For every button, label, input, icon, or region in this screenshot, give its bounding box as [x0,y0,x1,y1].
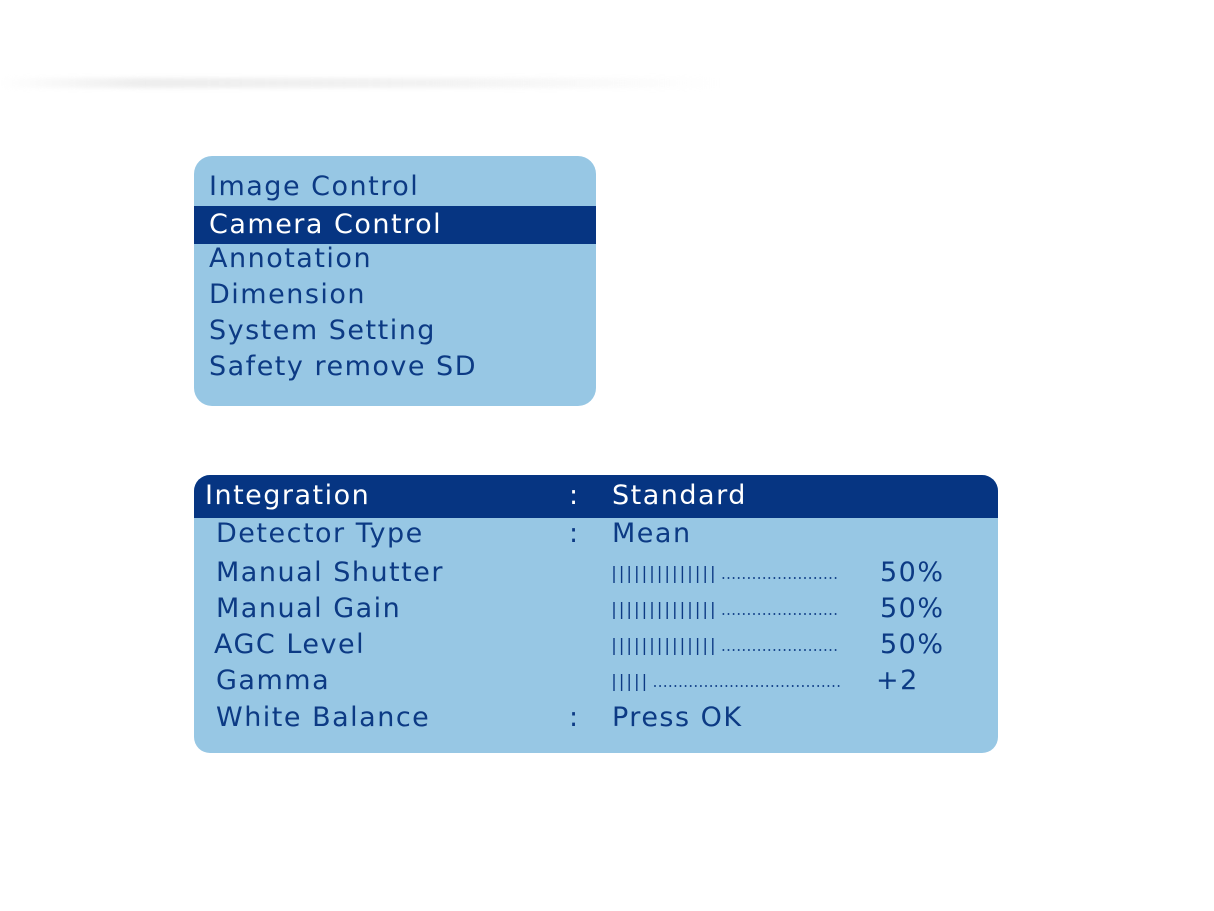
level-dot-empty [654,685,656,687]
level-dot-empty [664,685,666,687]
level-dot-empty [738,577,740,579]
level-dot-empty [728,649,730,651]
level-dot-empty [822,685,824,687]
setting-label: Detector Type [216,518,424,549]
level-dot-empty [748,649,750,651]
level-dot-empty [763,649,765,651]
level-dot-empty [799,577,801,579]
level-dot-empty [814,613,816,615]
level-dot-empty [838,685,840,687]
level-dot-empty [741,685,743,687]
setting-label: White Balance [216,702,431,733]
level-dot-empty [763,613,765,615]
level-dot-empty [819,577,821,579]
level-dot-empty [768,649,770,651]
menu-item-camera-control[interactable]: Camera Control [194,206,596,244]
level-dot-empty [748,613,750,615]
level-dot-empty [784,649,786,651]
level-dot-empty [784,577,786,579]
level-dot-empty [728,577,730,579]
level-dot-empty [733,577,735,579]
level-dot-empty [705,685,707,687]
menu-item-dimension[interactable]: Dimension [209,279,367,310]
level-dot-empty [722,577,724,579]
level-dot-empty [753,613,755,615]
level-dot-empty [758,577,760,579]
level-dot-empty [784,613,786,615]
menu-item-system-setting[interactable]: System Setting [209,315,436,346]
camera-control-panel [194,475,998,753]
setting-row-integration[interactable] [194,475,998,518]
menu-item-image-control[interactable]: Image Control [209,171,420,202]
menu-item-annotation[interactable]: Annotation [209,243,373,274]
level-dot-empty [809,613,811,615]
setting-value: 50% [880,593,945,624]
level-bar[interactable] [612,597,852,621]
level-dot-empty [768,613,770,615]
level-dot-empty [773,649,775,651]
level-dot-empty [792,685,794,687]
level-dot-empty [799,649,801,651]
level-dot-empty [725,685,727,687]
level-dot-empty [804,649,806,651]
level-dot-empty [674,685,676,687]
setting-value: +2 [876,665,919,696]
level-dot-empty [756,685,758,687]
setting-label: Gamma [216,665,331,696]
setting-value: 50% [880,629,945,660]
level-dot-empty [758,649,760,651]
setting-value: Press OK [612,702,743,733]
level-dot-empty [789,613,791,615]
level-dot-empty [794,613,796,615]
main-menu-panel [194,156,596,406]
setting-separator: : [569,702,580,733]
level-dot-empty [824,613,826,615]
level-dot-empty [728,613,730,615]
level-dot-empty [768,577,770,579]
level-dot-empty [736,685,738,687]
level-dot-empty [787,685,789,687]
level-dot-empty [685,685,687,687]
level-dot-empty [794,577,796,579]
level-dot-empty [830,577,832,579]
level-dot-empty [835,613,837,615]
level-dot-empty [809,577,811,579]
level-dot-empty [680,685,682,687]
level-dot-empty [766,685,768,687]
level-dot-empty [812,685,814,687]
level-dot-empty [758,613,760,615]
setting-label: Manual Shutter [216,557,444,588]
level-dot-empty [700,685,702,687]
level-dot-empty [804,613,806,615]
level-dot-empty [817,685,819,687]
level-dot-empty [715,685,717,687]
level-dot-empty [773,613,775,615]
setting-row-gamma[interactable] [194,660,998,702]
level-dot-empty [835,577,837,579]
level-dot-empty [753,577,755,579]
level-dot-empty [733,613,735,615]
level-dot-empty [797,685,799,687]
level-dot-empty [779,577,781,579]
level-dot-empty [659,685,661,687]
setting-label: AGC Level [214,629,366,660]
level-dot-empty [710,685,712,687]
level-dot-empty [763,577,765,579]
setting-label: Integration [205,480,371,511]
level-dot-empty [722,613,724,615]
level-dot-empty [753,649,755,651]
setting-value: Mean [612,518,692,549]
level-dot-empty [804,577,806,579]
level-dot-empty [690,685,692,687]
level-dot-empty [776,685,778,687]
setting-value: Standard [612,480,747,511]
level-dot-empty [738,649,740,651]
level-bar[interactable] [612,633,852,657]
level-dot-empty [779,613,781,615]
level-dot-empty [799,613,801,615]
level-dot-empty [669,685,671,687]
level-bar[interactable] [612,669,852,693]
level-dot-empty [827,685,829,687]
level-dot-empty [782,685,784,687]
level-dot-empty [814,577,816,579]
level-dot-empty [794,649,796,651]
level-dot-empty [738,613,740,615]
level-dot-empty [830,613,832,615]
level-dot-empty [814,649,816,651]
level-dot-empty [802,685,804,687]
level-dot-empty [773,577,775,579]
level-dot-empty [833,685,835,687]
level-dot-empty [835,649,837,651]
level-dot-empty [695,685,697,687]
setting-label: Manual Gain [216,593,402,624]
setting-separator: : [569,480,580,511]
level-dot-empty [824,577,826,579]
setting-row-detector-type[interactable] [194,513,998,555]
level-dot-empty [743,577,745,579]
level-dot-empty [819,649,821,651]
background-smudge [0,78,720,88]
level-dot-empty [819,613,821,615]
level-dot-empty [733,649,735,651]
setting-value: 50% [880,557,945,588]
level-dot-empty [722,649,724,651]
level-dot-empty [789,577,791,579]
level-dot-empty [751,685,753,687]
level-bar[interactable] [612,561,852,585]
level-dot-empty [824,649,826,651]
level-dot-empty [746,685,748,687]
setting-separator: : [569,518,580,549]
level-dot-empty [731,685,733,687]
level-dot-empty [830,649,832,651]
level-dot-empty [748,577,750,579]
level-dot-empty [771,685,773,687]
level-dot-empty [743,649,745,651]
menu-item-safety-remove-sd[interactable]: Safety remove SD [209,351,477,382]
level-dot-empty [743,613,745,615]
level-dot-empty [809,649,811,651]
level-dot-empty [779,649,781,651]
level-dot-empty [789,649,791,651]
level-dot-empty [807,685,809,687]
setting-row-white-balance[interactable] [194,697,998,739]
level-dot-empty [720,685,722,687]
level-dot-empty [761,685,763,687]
